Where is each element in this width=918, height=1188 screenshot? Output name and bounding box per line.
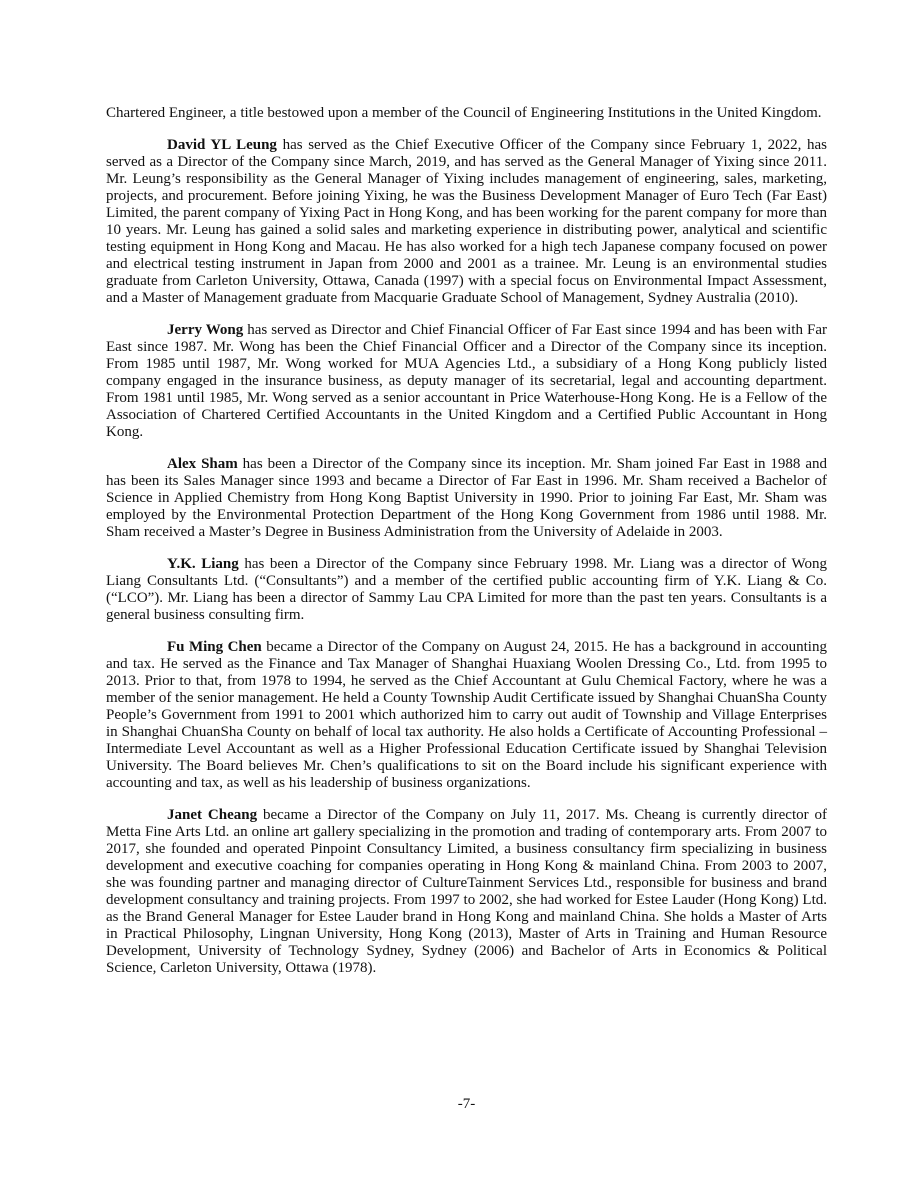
person-name: Jerry Wong — [167, 322, 244, 338]
person-name: David YL Leung — [167, 137, 277, 153]
page-number: -7- — [457, 1096, 476, 1112]
paragraph-bio-fu-ming-chen — [106, 639, 827, 792]
paragraph-bio-alex-sham — [106, 456, 827, 541]
paragraph-text: has served as Director and Chief Financial Officer of Far East since 1994 and has been with Far East since 1987. Mr. Wong has been the Chief Financial Officer and a Director of the Company since its inception. From 1985 until 1987, Mr. Wong worked for MUA Agencies Ltd., a subsidiary of a Hong Kong publicly listed company engaged in the insurance business, as deputy manager of its secretarial, legal and accounting department. From 1981 until 1985, Mr. Wong served as a senior accountant in Price Waterhouse-Hong Kong. He is a Fellow of the Association of Chartered Certified Accountants in the United Kingdom and a Certified Public Accountant in Hong Kong. — [106, 322, 827, 440]
paragraph-bio-janet-cheang — [106, 807, 827, 977]
paragraph-text: has served as the Chief Executive Officer of the Company since February 1, 2022, has served as a Director of the Company since March, 2019, and has served as the General Manager of Yixing since 2011. Mr. Leung’s responsibility as the General Manager of Yixing includes management of engineering, sales, marketing, projects, and procurement. Before joining Yixing, he was the Business Development Manager of Euro Tech (Far East) Limited, the parent company of Yixing Pact in Hong Kong, and has been working for the parent company for more than 10 years. Mr. Leung has gained a solid sales and marketing experience in distributing power, analytical and scientific testing equipment in Hong Kong and Macau. He has also worked for a high tech Japanese company focused on power and electrical testing instrument in Japan from 2000 and 2001 as a trainee. Mr. Leung is an environmental studies graduate from Carleton University, Ottawa, Canada (1997) with a special focus on Environmental Impact Assessment, and a Master of Management graduate from Macquarie Graduate School of Management, Sydney Australia (2010). — [106, 137, 827, 306]
paragraph-text: has been a Director of the Company since February 1998. Mr. Liang was a director of Wong Liang Consultants Ltd. (“Consultants”) and a member of the certified public accounting firm of Y.K. Liang & Co. (“LCO”). Mr. Liang has been a director of Sammy Lau CPA Limited for more than the past ten years. Consultants is a general business consulting firm. — [106, 556, 828, 623]
paragraph-continuation — [106, 105, 827, 122]
paragraph-text: has been a Director of the Company since its inception. Mr. Sham joined Far East in 1988 and has been its Sales Manager since 1993 and became a Director of Far East in 1996. Mr. Sham received a Bachelor of Science in Applied Chemistry from Hong Kong Baptist University in 1990. Prior to joining Far East, Mr. Sham was employed by the Environmental Protection Department of the Hong Kong Government from 1986 until 1988. Mr. Sham received a Master’s Degree in Business Administration from the University of Adelaide in 2003. — [106, 456, 827, 540]
person-name: Janet Cheang — [167, 807, 258, 823]
paragraph-bio-yk-liang — [106, 556, 827, 624]
paragraph-bio-jerry-wong — [106, 322, 827, 441]
document-body — [106, 105, 827, 992]
person-name: Alex Sham — [167, 456, 238, 472]
paragraph-text: became a Director of the Company on August 24, 2015. He has a background in accounting and tax. He served as the Finance and Tax Manager of Shanghai Huaxiang Woolen Dressing Co., Ltd. from 1995 to 2013. Prior to that, from 1978 to 1994, he served as the Chief Accountant at Gulu Chemical Factory, where he was a member of the senior management. He held a County Township Audit Certificate issued by Shanghai ChuanSha County People’s Government from 1991 to 2001 which authorized him to carry out audit of Township and Village Enterprises in Shanghai ChuanSha County on behalf of local tax authority. He also holds a Certificate of Accounting Professional – Intermediate Level Accountant as well as a Higher Professional Education Certificate issued by Shanghai Television University. The Board believes Mr. Chen’s qualifications to sit on the Board include his significant experience with accounting and tax, as well as his leadership of business organizations. — [106, 639, 827, 791]
person-name: Fu Ming Chen — [167, 639, 262, 655]
paragraph-text: Chartered Engineer, a title bestowed upon a member of the Council of Engineering Institutions in the United Kingdom. — [106, 105, 822, 121]
person-name: Y.K. Liang — [167, 556, 239, 572]
paragraph-text: became a Director of the Company on July 11, 2017. Ms. Cheang is currently director of Metta Fine Arts Ltd. an online art gallery specializing in the promotion and trading of contemporary arts. From 2007 to 2017, she founded and operated Pinpoint Consultancy Limited, a business consultancy firm specializing in business development and executive coaching for companies operating in Hong Kong & mainland China. From 2003 to 2007, she was founding partner and managing director of CultureTainment Services Ltd., responsible for business and brand development consultancy and training projects. From 1997 to 2002, she had worked for Estee Lauder (Hong Kong) Ltd. as the Brand General Manager for Estee Lauder brand in Hong Kong and mainland China. She holds a Master of Arts in Practical Philosophy, Lingnan University, Hong Kong (2013), Master of Arts in Training and Human Resource Development, University of Technology Sydney, Sydney (2006) and Bachelor of Arts in Economics & Political Science, Carleton University, Ottawa (1978). — [106, 807, 827, 976]
paragraph-bio-david-yl-leung — [106, 137, 827, 307]
